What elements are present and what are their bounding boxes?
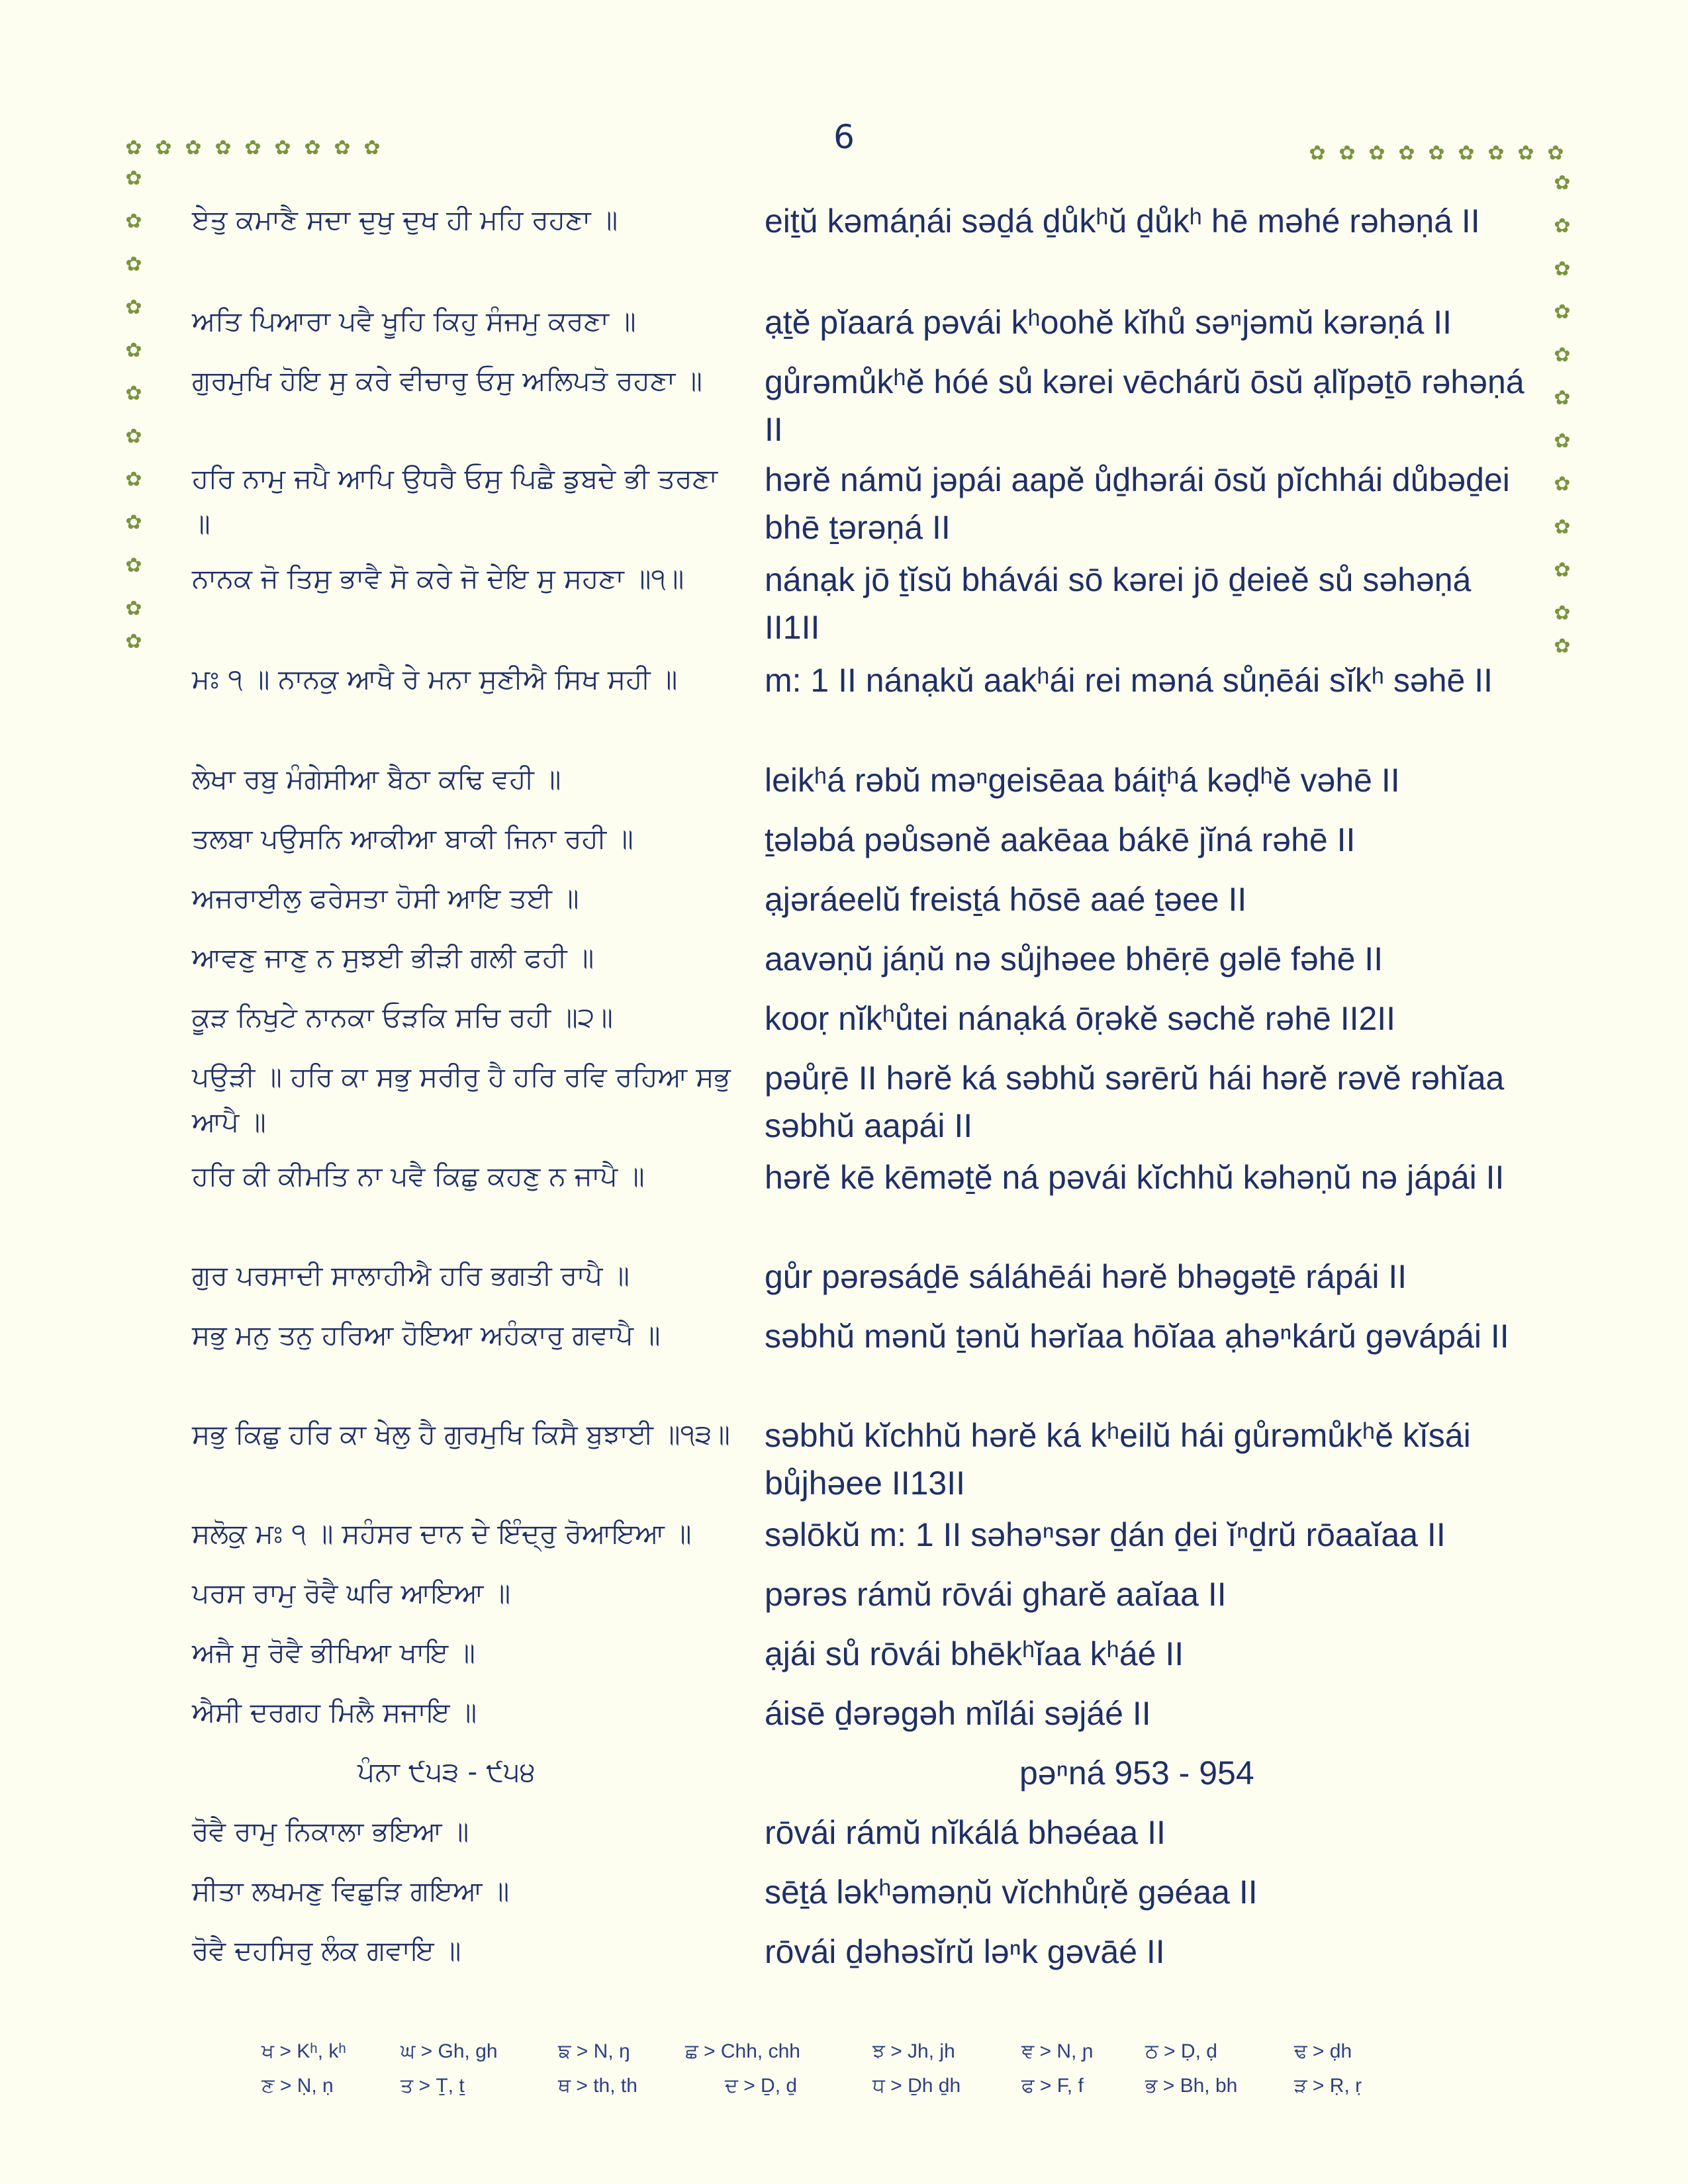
gurmukhi-line: ਸੀਤਾ ਲਖਮਣੁ ਵਿਛੁੜਿ ਗਇਆ ॥ xyxy=(192,1875,510,1907)
transliteration-line: áisē ḏərəgəh mĭlái səjáé II xyxy=(765,1695,1151,1732)
gurmukhi-line: ਰੋਵੈ ਰਾਮੁ ਨਿਕਾਲਾ ਭਇਆ ॥ xyxy=(192,1815,469,1847)
flower-icon xyxy=(1552,518,1572,537)
transliteration-line: ạjái sů rōvái bhēkʰĭaa kʰáé II xyxy=(765,1635,1184,1672)
page-reference-transliteration: pəⁿná 953 - 954 xyxy=(1019,1754,1254,1792)
flower-icon xyxy=(124,427,144,447)
flower-icon xyxy=(1552,475,1572,494)
transliteration-line: səbhŭ kĭchhŭ hərĕ ká kʰeilŭ hái gůrəmůkʰĕ kĭsái bůjhəee II13II xyxy=(765,1417,1471,1502)
page-number: 6 xyxy=(833,118,855,156)
gurmukhi-line: ਏਤੁ ਕਮਾਣੈ ਸਦਾ ਦੁਖੁ ਦੁਖ ਹੀ ਮਹਿ ਰਹਣਾ ॥ xyxy=(192,204,618,236)
gurmukhi-line: ਸਭੁ ਮਨੁ ਤਨੁ ਹਰਿਆ ਹੋਇਆ ਅਹੰਕਾਰੁ ਗਵਾਪੈ ॥ xyxy=(192,1319,661,1351)
gurmukhi-line: ਅਜੈ ਸੁ ਰੋਵੈ ਭੀਖਿਆ ਖਾਇ ॥ xyxy=(192,1637,475,1668)
legend-entry: ਞ > N, ɲ xyxy=(1021,2040,1094,2062)
flower-icon xyxy=(124,599,144,619)
flower-icon xyxy=(124,255,144,275)
transliteration-line: hərĕ námŭ jəpái aapĕ ůḏhərái ōsŭ pĭchhái důbəḏei bhē ṯərəṇá II xyxy=(765,461,1510,546)
flower-icon xyxy=(303,138,322,158)
transliteration-line: rōvái ḏəhəsĭrŭ ləⁿk gəvāé II xyxy=(765,1933,1165,1970)
gurmukhi-line: ਅਜਰਾਈਲੁ ਫਰੇਸਤਾ ਹੋਸੀ ਆਇ ਤਈ ॥ xyxy=(192,882,579,914)
flower-icon xyxy=(1456,144,1476,163)
transliteration-line: gůrəmůkʰĕ hóé sů kərei vēchárŭ ōsŭ ạlĭpəṯō rəhəṇá II xyxy=(765,363,1524,448)
legend-entry: ਣ > Ṇ, ṇ xyxy=(261,2075,334,2097)
gurmukhi-line: ਆਵਣੁ ਜਾਣੁ ਨ ਸੁਝਈ ਭੀੜੀ ਗਲੀ ਫਹੀ ॥ xyxy=(192,942,594,974)
flower-icon xyxy=(1552,173,1572,193)
legend-entry: ਧ > Ḏh ḏh xyxy=(872,2075,961,2097)
transliteration-line: pərəs rámŭ rōvái gharĕ aaĭaa II xyxy=(765,1576,1227,1613)
gurmukhi-line: ਪਰਸ ਰਾਮੁ ਰੋਵੈ ਘਰਿ ਆਇਆ ॥ xyxy=(192,1577,511,1609)
flower-icon xyxy=(1337,144,1357,163)
transliteration-line: rōvái rámŭ nĭkálá bhəéaa II xyxy=(765,1814,1166,1851)
flower-icon xyxy=(332,138,352,158)
flower-icon xyxy=(124,632,144,652)
page-reference-gurmukhi: ਪੰਨਾ ੯੫੩ - ੯੫੪ xyxy=(357,1756,536,1788)
flower-icon xyxy=(154,138,173,158)
flower-icon xyxy=(1546,144,1566,163)
flower-icon xyxy=(1486,144,1506,163)
gurmukhi-line: ਰੋਵੈ ਦਹਸਿਰੁ ਲੰਕ ਗਵਾਇ ॥ xyxy=(192,1934,461,1966)
gurmukhi-line: ਸਭੁ ਕਿਛੁ ਹਰਿ ਕਾ ਖੇਲੁ ਹੈ ਗੁਰਮੁਖਿ ਕਿਸੈ ਬੁਝਾਈ ॥੧੩॥ xyxy=(192,1418,730,1450)
transliteration-line: ạjəráeelŭ freisṯá hōsē aaé ṯəee II xyxy=(765,881,1247,918)
flower-icon xyxy=(1552,216,1572,236)
legend-entry: ਙ > N, ŋ xyxy=(558,2040,630,2062)
transliteration-line: səbhŭ mənŭ ṯənŭ hərĭaa hōĭaa ạhəⁿkárŭ gəvápái II xyxy=(765,1318,1509,1355)
legend-entry: ੜ > Ṛ, ṛ xyxy=(1294,2075,1362,2097)
flower-icon xyxy=(1552,604,1572,623)
legend-entry: ਝ > Jh, jh xyxy=(872,2040,955,2062)
transliteration-line: sēṯá ləkʰəməṇŭ vĭchhůṛĕ gəéaa II xyxy=(765,1874,1258,1911)
transliteration-line: gůr pərəsáḏē sáláhēái hərĕ bhəgəṯē rápái II xyxy=(765,1258,1407,1295)
legend-entry: ਛ > Chh, chh xyxy=(685,2040,800,2062)
transliteration-line: pəůṛē II hərĕ ká səbhŭ sərērŭ hái hərĕ rəvĕ rəhĭaa səbhŭ aapái II xyxy=(765,1060,1505,1144)
flower-icon xyxy=(1552,345,1572,365)
legend-entry: ਖ > Kʰ, kʰ xyxy=(261,2040,346,2062)
legend-entry: ਢ > ḍh xyxy=(1294,2040,1352,2062)
flower-icon xyxy=(124,298,144,318)
flower-icon xyxy=(1552,302,1572,322)
gurmukhi-line: ਨਾਨਕ ਜੋ ਤਿਸੁ ਭਾਵੈ ਸੋ ਕਰੇ ਜੋ ਦੇਇ ਸੁ ਸਹਣਾ ॥੧॥ xyxy=(192,563,684,594)
gurmukhi-line: ਲੇਖਾ ਰਬੁ ਮੰਗੇਸੀਆ ਬੈਠਾ ਕਢਿ ਵਹੀ ॥ xyxy=(192,763,561,795)
legend-entry: ਥ > th, th xyxy=(558,2075,637,2097)
flower-icon xyxy=(124,341,144,361)
gurmukhi-line: ਸਲੋਕੁ ਮਃ ੧ ॥ ਸਹੰਸਰ ਦਾਨ ਦੇ ਇੰਦ੍ਰੁ ਰੋਆਇਆ ॥ xyxy=(192,1518,692,1549)
flower-icon xyxy=(124,212,144,232)
flower-icon xyxy=(1427,144,1446,163)
legend-entry: ਫ > F, f xyxy=(1021,2075,1084,2097)
flower-icon xyxy=(124,384,144,404)
transliteration-line: hərĕ kē kēməṯĕ ná pəvái kĭchhŭ kəhəṇŭ nə jápái II xyxy=(765,1159,1505,1196)
transliteration-line: m: 1 II nánạkŭ aakʰái rei məná sůṇēái sĭkʰ səhē II xyxy=(765,662,1493,699)
gurmukhi-line: ਹਰਿ ਨਾਮੁ ਜਪੈ ਆਪਿ ਉਧਰੈ ਓਸੁ ਪਿਛੈ ਡੁਬਦੇ ਭੀ ਤਰਣਾ ॥ xyxy=(192,463,718,539)
transliteration-line: leikʰá rəbŭ məⁿgeisēaa báiṭʰá kəḍʰĕ vəhē II xyxy=(765,762,1400,799)
gurmukhi-line: ਕੂੜ ਨਿਖੁਟੇ ਨਾਨਕਾ ਓੜਕਿ ਸਚਿ ਰਹੀ ॥੨॥ xyxy=(192,1001,613,1033)
flower-icon xyxy=(1552,259,1572,279)
flower-icon xyxy=(1307,144,1327,163)
transliteration-line: nánạk jō ṯĭsŭ bhávái sō kərei jō ḏeieĕ sů səhəṇá II1II xyxy=(765,561,1472,646)
flower-icon xyxy=(183,138,203,158)
flower-icon xyxy=(1552,388,1572,408)
transliteration-line: aavəṇŭ jáṇŭ nə sůjhəee bhēṛē gəlē fəhē II xyxy=(765,940,1383,978)
gurmukhi-line: ਹਰਿ ਕੀ ਕੀਮਤਿ ਨਾ ਪਵੈ ਕਿਛੁ ਕਹਣੁ ਨ ਜਾਪੈ ॥ xyxy=(192,1160,645,1192)
gurmukhi-line: ਗੁਰਮੁਖਿ ਹੋਇ ਸੁ ਕਰੇ ਵੀਚਾਰੁ ਓਸੁ ਅਲਿਪਤੋ ਰਹਣਾ ॥ xyxy=(192,365,702,396)
flower-icon xyxy=(124,138,144,158)
gurmukhi-line: ਐਸੀ ਦਰਗਹ ਮਿਲੈ ਸਜਾਇ ॥ xyxy=(192,1696,477,1728)
flower-icon xyxy=(1552,432,1572,451)
transliteration-line: kooṛ nĭkʰůtei nánạká ōṛəkĕ səchĕ rəhē II2II xyxy=(765,1000,1396,1037)
gurmukhi-line: ਮਃ ੧ ॥ ਨਾਨਕੁ ਆਖੈ ਰੇ ਮਨਾ ਸੁਣੀਐ ਸਿਖ ਸਹੀ ॥ xyxy=(192,663,678,695)
transliteration-line: ṯələbá pəůsənĕ aakēaa bákē jĭná rəhē II xyxy=(765,821,1356,858)
flower-icon xyxy=(213,138,233,158)
transliteration-line: eiṯŭ kəmáṇái səḏá ḏůkʰŭ ḏůkʰ hē məhé rəhəṇá II xyxy=(765,203,1480,240)
gurmukhi-line: ਗੁਰ ਪਰਸਾਦੀ ਸਾਲਾਹੀਐ ਹਰਿ ਭਗਤੀ ਰਾਪੈ ॥ xyxy=(192,1259,630,1291)
flower-icon xyxy=(1552,561,1572,580)
transliteration-line: ạṯĕ pĭaará pəvái kʰoohĕ kĭhů səⁿjəmŭ kərəṇá II xyxy=(765,304,1452,341)
flower-icon xyxy=(124,556,144,576)
legend-entry: ਤ > Ṯ, ṯ xyxy=(400,2075,465,2097)
legend-entry: ਦ > Ḏ, ḏ xyxy=(725,2075,798,2097)
gurmukhi-line: ਤਲਬਾ ਪਉਸਨਿ ਆਕੀਆ ਬਾਕੀ ਜਿਨਾ ਰਹੀ ॥ xyxy=(192,823,633,854)
flower-icon xyxy=(362,138,382,158)
legend-entry: ਭ > Bh, bh xyxy=(1145,2075,1238,2097)
flower-icon xyxy=(1516,144,1536,163)
legend-entry: ਘ > Gh, gh xyxy=(400,2040,498,2062)
transliteration-line: səlōkŭ m: 1 II səhəⁿsər ḏán ḏei ĭⁿḏrŭ rōaaĭaa II xyxy=(765,1516,1446,1553)
flower-icon xyxy=(273,138,293,158)
gurmukhi-line: ਪਉੜੀ ॥ ਹਰਿ ਕਾ ਸਭੁ ਸਰੀਰੁ ਹੈ ਹਰਿ ਰਵਿ ਰਹਿਆ ਸਭੁ ਆਪੈ ॥ xyxy=(192,1061,731,1138)
flower-icon xyxy=(124,169,144,189)
flower-icon xyxy=(124,513,144,533)
flower-icon xyxy=(124,470,144,490)
flower-icon xyxy=(1397,144,1417,163)
gurmukhi-line: ਅਤਿ ਪਿਆਰਾ ਪਵੈ ਖੂਹਿ ਕਿਹੁ ਸੰਜਮੁ ਕਰਣਾ ॥ xyxy=(192,305,636,337)
legend-entry: ਠ > Ḍ, ḍ xyxy=(1145,2040,1217,2062)
flower-icon xyxy=(1367,144,1387,163)
flower-icon xyxy=(1552,637,1572,657)
flower-icon xyxy=(243,138,263,158)
